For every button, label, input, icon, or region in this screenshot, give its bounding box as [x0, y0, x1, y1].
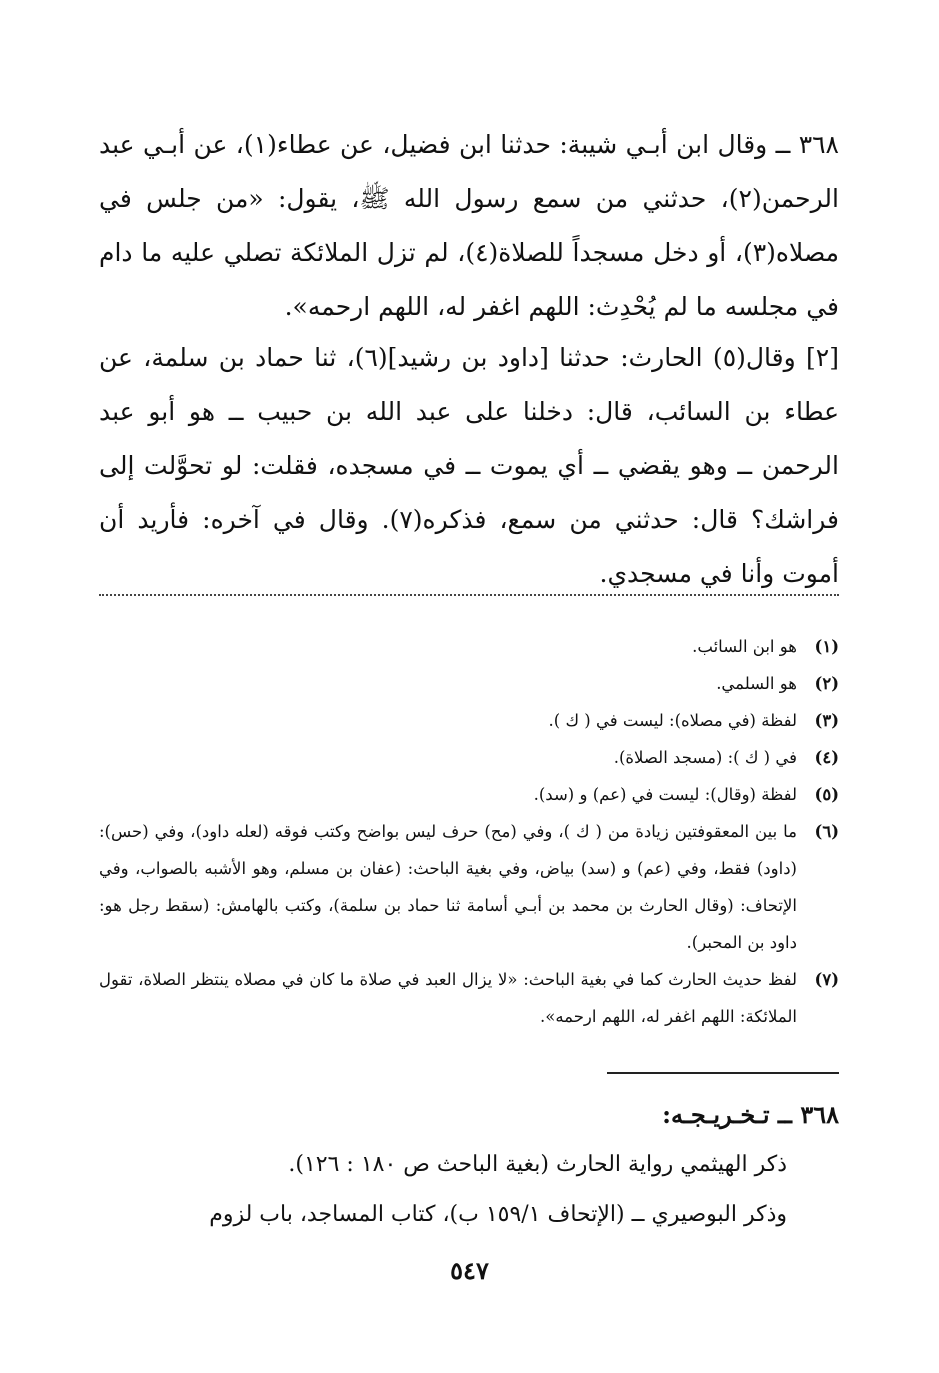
footnote-number: (٦): [814, 822, 839, 841]
footnote-text: هو ابن السائب.: [692, 637, 797, 656]
footnote-text: ما بين المعقوفتين زيادة من ( ك )، وفي (مح) حرف ليس بواضح وكتب فوقه (لعله داود)، وفي (حس): (داود) فقط، وفي (عم) و (سد) بياض، وفي بغية الباحث: (عفان بن مسلم، وهو الأشبه بالصواب، وفي الإتحاف: (وقال الحارث بن محمد بن أبـي أسامة ثنا حماد بن سلمة)، وكتب بالهامش: (سقط رجل هو: داود بن المحبر).: [99, 822, 797, 952]
footnote-item: [99, 961, 839, 1035]
footnotes: [99, 628, 839, 1035]
takhrij-heading: ٣٦٨ ــ تـخـريـجـه:: [662, 1100, 839, 1129]
footnote-text: لفظ حديث الحارث كما في بغية الباحث: «لا يزال العبد في صلاة ما كان في مصلاه ينتظر الصلاة، تقول الملائكة: اللهم اغفر له، اللهم ارحمه».: [99, 970, 797, 1026]
footnote-text: لفظة (في مصلاه): ليست في ( ك ).: [548, 711, 797, 730]
footnote-number: (٤): [814, 748, 839, 767]
page-number: ٥٤٧: [450, 1256, 489, 1285]
footnote-text: في ( ك ): (مسجد الصلاة).: [613, 748, 797, 767]
footnote-item: [99, 665, 839, 702]
footnote-item: [99, 702, 839, 739]
paragraph-text: ٣٦٨ ــ وقال ابن أبـي شيبة: حدثنا ابن فضيل، عن عطاء(١)، عن أبـي عبد الرحمن(٢)، حدثني من سمع رسول الله ﷺ، يقول: «من جلس في مصلاه(٣)، أو دخل مسجداً للصلاة(٤)، لم تزل الملائكة تصلي عليه ما دام في مجلسه ما لم يُحْدِث: اللهم اغفر له، اللهم ارحمه».: [99, 130, 840, 321]
paragraph-text: [٢] وقال(٥) الحارث: حدثنا [داود بن رشيد](٦)، ثنا حماد بن سلمة، عن عطاء بن السائب، قال: دخلنا على عبد الله بن حبيب ــ هو أبو عبد الرحمن ــ وهو يقضي ــ أي يموت ــ في مسجده، فقلت: لو تحوَّلت إلى فراشك؟ قال: حدثني من سمع، فذكره(٧). وقال في آخره: فأريد أن أموت وأنا في مسجدي.: [99, 343, 839, 588]
takhrij-line: ذكر الهيثمي رواية الحارث (بغية الباحث ص ١٨٠ : ١٢٦).: [288, 1152, 787, 1177]
footnote-item: [99, 739, 839, 776]
footnote-number: (٧): [814, 970, 839, 989]
footnote-number: (١): [814, 637, 839, 656]
section-rule: [607, 1072, 839, 1074]
footnote-text: لفظة (وقال): ليست في (عم) و (سد).: [533, 785, 797, 804]
footnote-item: [99, 813, 839, 961]
footnote-separator: [99, 594, 839, 596]
footnote-item: [99, 628, 839, 665]
footnote-text: هو السلمي.: [716, 674, 797, 693]
hadith-paragraph-368: [99, 118, 839, 334]
takhrij-section: [99, 1090, 839, 1240]
footnote-item: [99, 776, 839, 813]
takhrij-line: وذكر البوصيري ــ (الإتحاف ١٥٩/١ ب)، كتاب المساجد، باب لزوم: [209, 1202, 787, 1227]
footnote-number: (٢): [814, 674, 839, 693]
footnote-number: (٥): [814, 785, 839, 804]
footnote-number: (٣): [814, 711, 839, 730]
hadith-paragraph-2: [99, 331, 839, 601]
